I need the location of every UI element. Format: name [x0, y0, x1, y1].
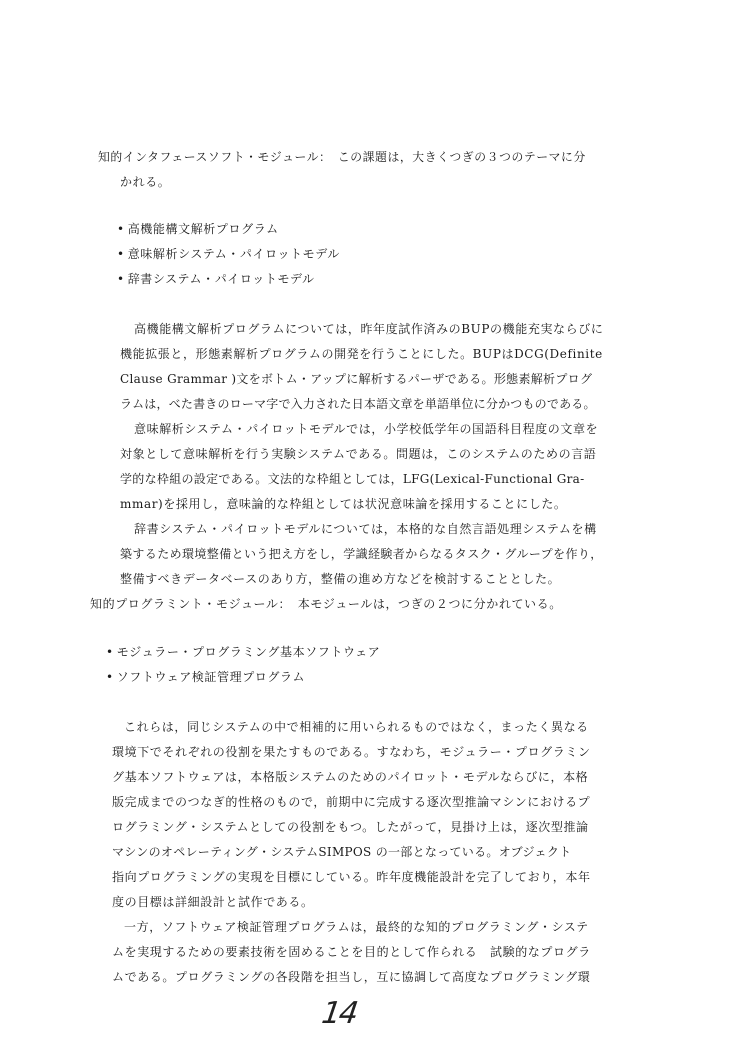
paragraph-line: グ基本ソフトウェアは，本格版システムのためのパイロット・モデルならびに，本格 [112, 770, 589, 784]
list-item: • モジュラー・プログラミング基本ソフトウェア [106, 645, 381, 659]
paragraph-line: 整備すべきデータベースのあり方，整備の進め方などを検討することとした。 [120, 572, 561, 586]
paragraph-line: ラムは，べた書きのローマ字で入力された日本語文章を単語単位に分かつものである。 [120, 397, 596, 411]
list-item: • 高機能構文解析プログラム [117, 222, 279, 236]
paragraph-line: ムである。プログラミングの各段階を担当し，互に協調して高度なプログラミング環 [112, 970, 591, 984]
paragraph-line: 度の目標は詳細設計と試作である。 [112, 895, 314, 909]
paragraph-line: 指向プログラミングの実現を目標にしている。昨年度機能設計を完了しており，本年 [112, 870, 591, 884]
bullet-dot-icon: • [117, 272, 125, 286]
bullet-dot-icon: • [117, 247, 125, 261]
section-heading-interface: 知的インタフェースソフト・モジュール： この課題は，大きくつぎの３つのテーマに分 [98, 150, 586, 164]
paragraph-line: ムを実現するための要素技術を固めることを目的として作られる 試験的なプログラ [112, 945, 591, 959]
section-heading-programming: 知的プログラミント・モジュール： 本モジュールは，つぎの２つに分かれている。 [90, 597, 562, 611]
paragraph-line: マシンのオペレーティング・システムSIMPOS の一部となっている。オブジェクト [112, 845, 572, 859]
paragraph-line: 版完成までのつなぎ的性格のもので，前期中に完成する逐次型推論マシンにおけるプ [112, 795, 591, 809]
paragraph-line: 環境下でそれぞれの役割を果たすものである。すなわち，モジュラー・プログラミン [112, 745, 591, 759]
paragraph-line: Clause Grammar )文をボトム・アップに解析するパーザである。形態素解析プログ [120, 372, 593, 386]
section-heading-continuation: かれる。 [120, 175, 171, 189]
paragraph-line: 高機能構文解析プログラムについては，昨年度試作済みのBUPの機能充実ならびに [134, 322, 604, 336]
paragraph-line: 対象として意味解析を行う実験システムである。問題は，このシステムのための言語 [120, 447, 597, 461]
list-item: • 辞書システム・パイロットモデル [117, 272, 315, 286]
paragraph-line: 辞書システム・パイロットモデルについては，本格的な自然言語処理システムを構 [134, 522, 597, 536]
paragraph-line: 意味解析システム・パイロットモデルでは，小学校低学年の国語科目程度の文章を [134, 422, 599, 436]
paragraph-line: 築するため環境整備という把え方をし，学識経験者からなるタスク・グループを作り， [120, 547, 603, 561]
paragraph-line: mmar)を採用し，意味論的な枠組としては状況意味論を採用することにした。 [120, 497, 567, 511]
bullet-dot-icon: • [106, 645, 114, 659]
list-item: • ソフトウェア検証管理プログラム [106, 670, 306, 684]
paragraph-line: 学的な枠組の設定である。文法的な枠組としては，LFG(Lexical-Functional Gra- [120, 472, 585, 486]
paragraph-line: 機能拡張と，形態素解析プログラムの開発を行うことにした。BUPはDCG(Definite [120, 347, 603, 361]
bullet-dot-icon: • [106, 670, 114, 684]
page-number: 14 [319, 996, 359, 1031]
paragraph-line: 一方，ソフトウェア検証管理プログラムは，最終的な知的プログラミング・システ [124, 920, 589, 934]
paragraph-line: ログラミング・システムとしての役割をもつ。したがって，見掛け上は，逐次型推論 [112, 820, 589, 834]
list-item: • 意味解析システム・パイロットモデル [117, 247, 340, 261]
paragraph-line: これらは，同じシステムの中で相補的に用いられるものではなく，まったく異なる [124, 720, 589, 734]
bullet-dot-icon: • [117, 222, 125, 236]
